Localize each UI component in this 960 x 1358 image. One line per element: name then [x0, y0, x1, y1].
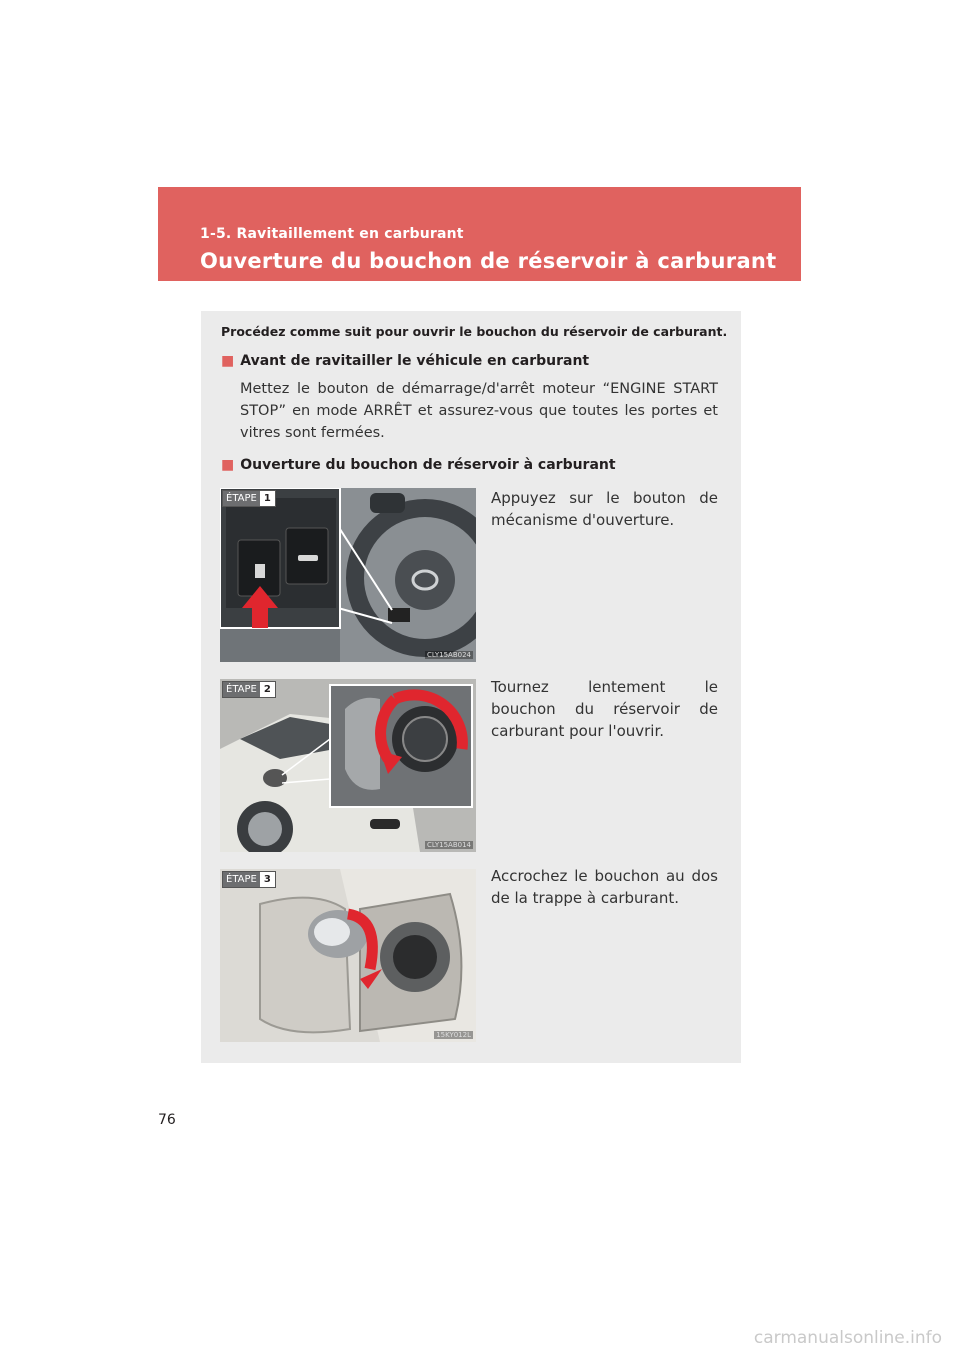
page-title: Ouverture du bouchon de réservoir à carburant — [200, 249, 777, 273]
section-label: 1-5. Ravitaillement en carburant — [200, 226, 464, 242]
square-bullet-icon: ■ — [221, 457, 235, 473]
image-code: 15KY012L — [436, 1031, 471, 1039]
step-number: 3 — [263, 874, 271, 885]
step-1-photo — [220, 488, 476, 662]
step-label: ÉTAPE — [223, 491, 260, 506]
step-1-text: Appuyez sur le bouton de mécanisme d'ouverture. — [491, 489, 718, 529]
page-number: 76 — [158, 1112, 176, 1128]
step-label: ÉTAPE — [223, 872, 260, 887]
section-heading-before — [221, 353, 589, 369]
step-badge — [222, 490, 276, 507]
square-bullet-icon: ■ — [221, 353, 235, 369]
step-number: 1 — [263, 493, 271, 504]
intro-text: Procédez comme suit pour ouvrir le bouchon du réservoir de carburant. — [221, 324, 728, 339]
watermark: carmanualsonline.info — [753, 1328, 942, 1348]
image-code: CLY15AB024 — [427, 651, 471, 659]
section-paragraph: Mettez le bouton de démarrage/d'arrêt moteur “ENGINE START STOP” en mode ARRÊT et assurez-vous que toutes les portes et vitres sont fermées. — [240, 381, 718, 441]
step-badge — [222, 871, 276, 888]
step-3-photo — [220, 869, 476, 1042]
section-heading-label: Ouverture du bouchon de réservoir à carburant — [240, 457, 616, 473]
step-badge — [222, 681, 276, 698]
chapter-header — [158, 187, 801, 281]
content-panel — [201, 311, 741, 1063]
step-3-text: Accrochez le bouchon au dos de la trappe à carburant. — [491, 867, 718, 907]
section-heading-label: Avant de ravitailler le véhicule en carburant — [240, 353, 590, 369]
step-2-photo — [220, 679, 476, 852]
fuel-cap-hook-illustration — [220, 869, 476, 1042]
step-number: 2 — [263, 684, 271, 695]
section-heading-open — [221, 457, 616, 473]
car-fuel-door-illustration — [220, 679, 476, 852]
image-code: CLY15AB014 — [427, 841, 471, 849]
dashboard-button-illustration — [220, 488, 476, 662]
step-2-text: Tournez lentement le bouchon du réservoir de carburant pour l'ouvrir. — [491, 678, 718, 740]
step-label: ÉTAPE — [223, 682, 260, 697]
